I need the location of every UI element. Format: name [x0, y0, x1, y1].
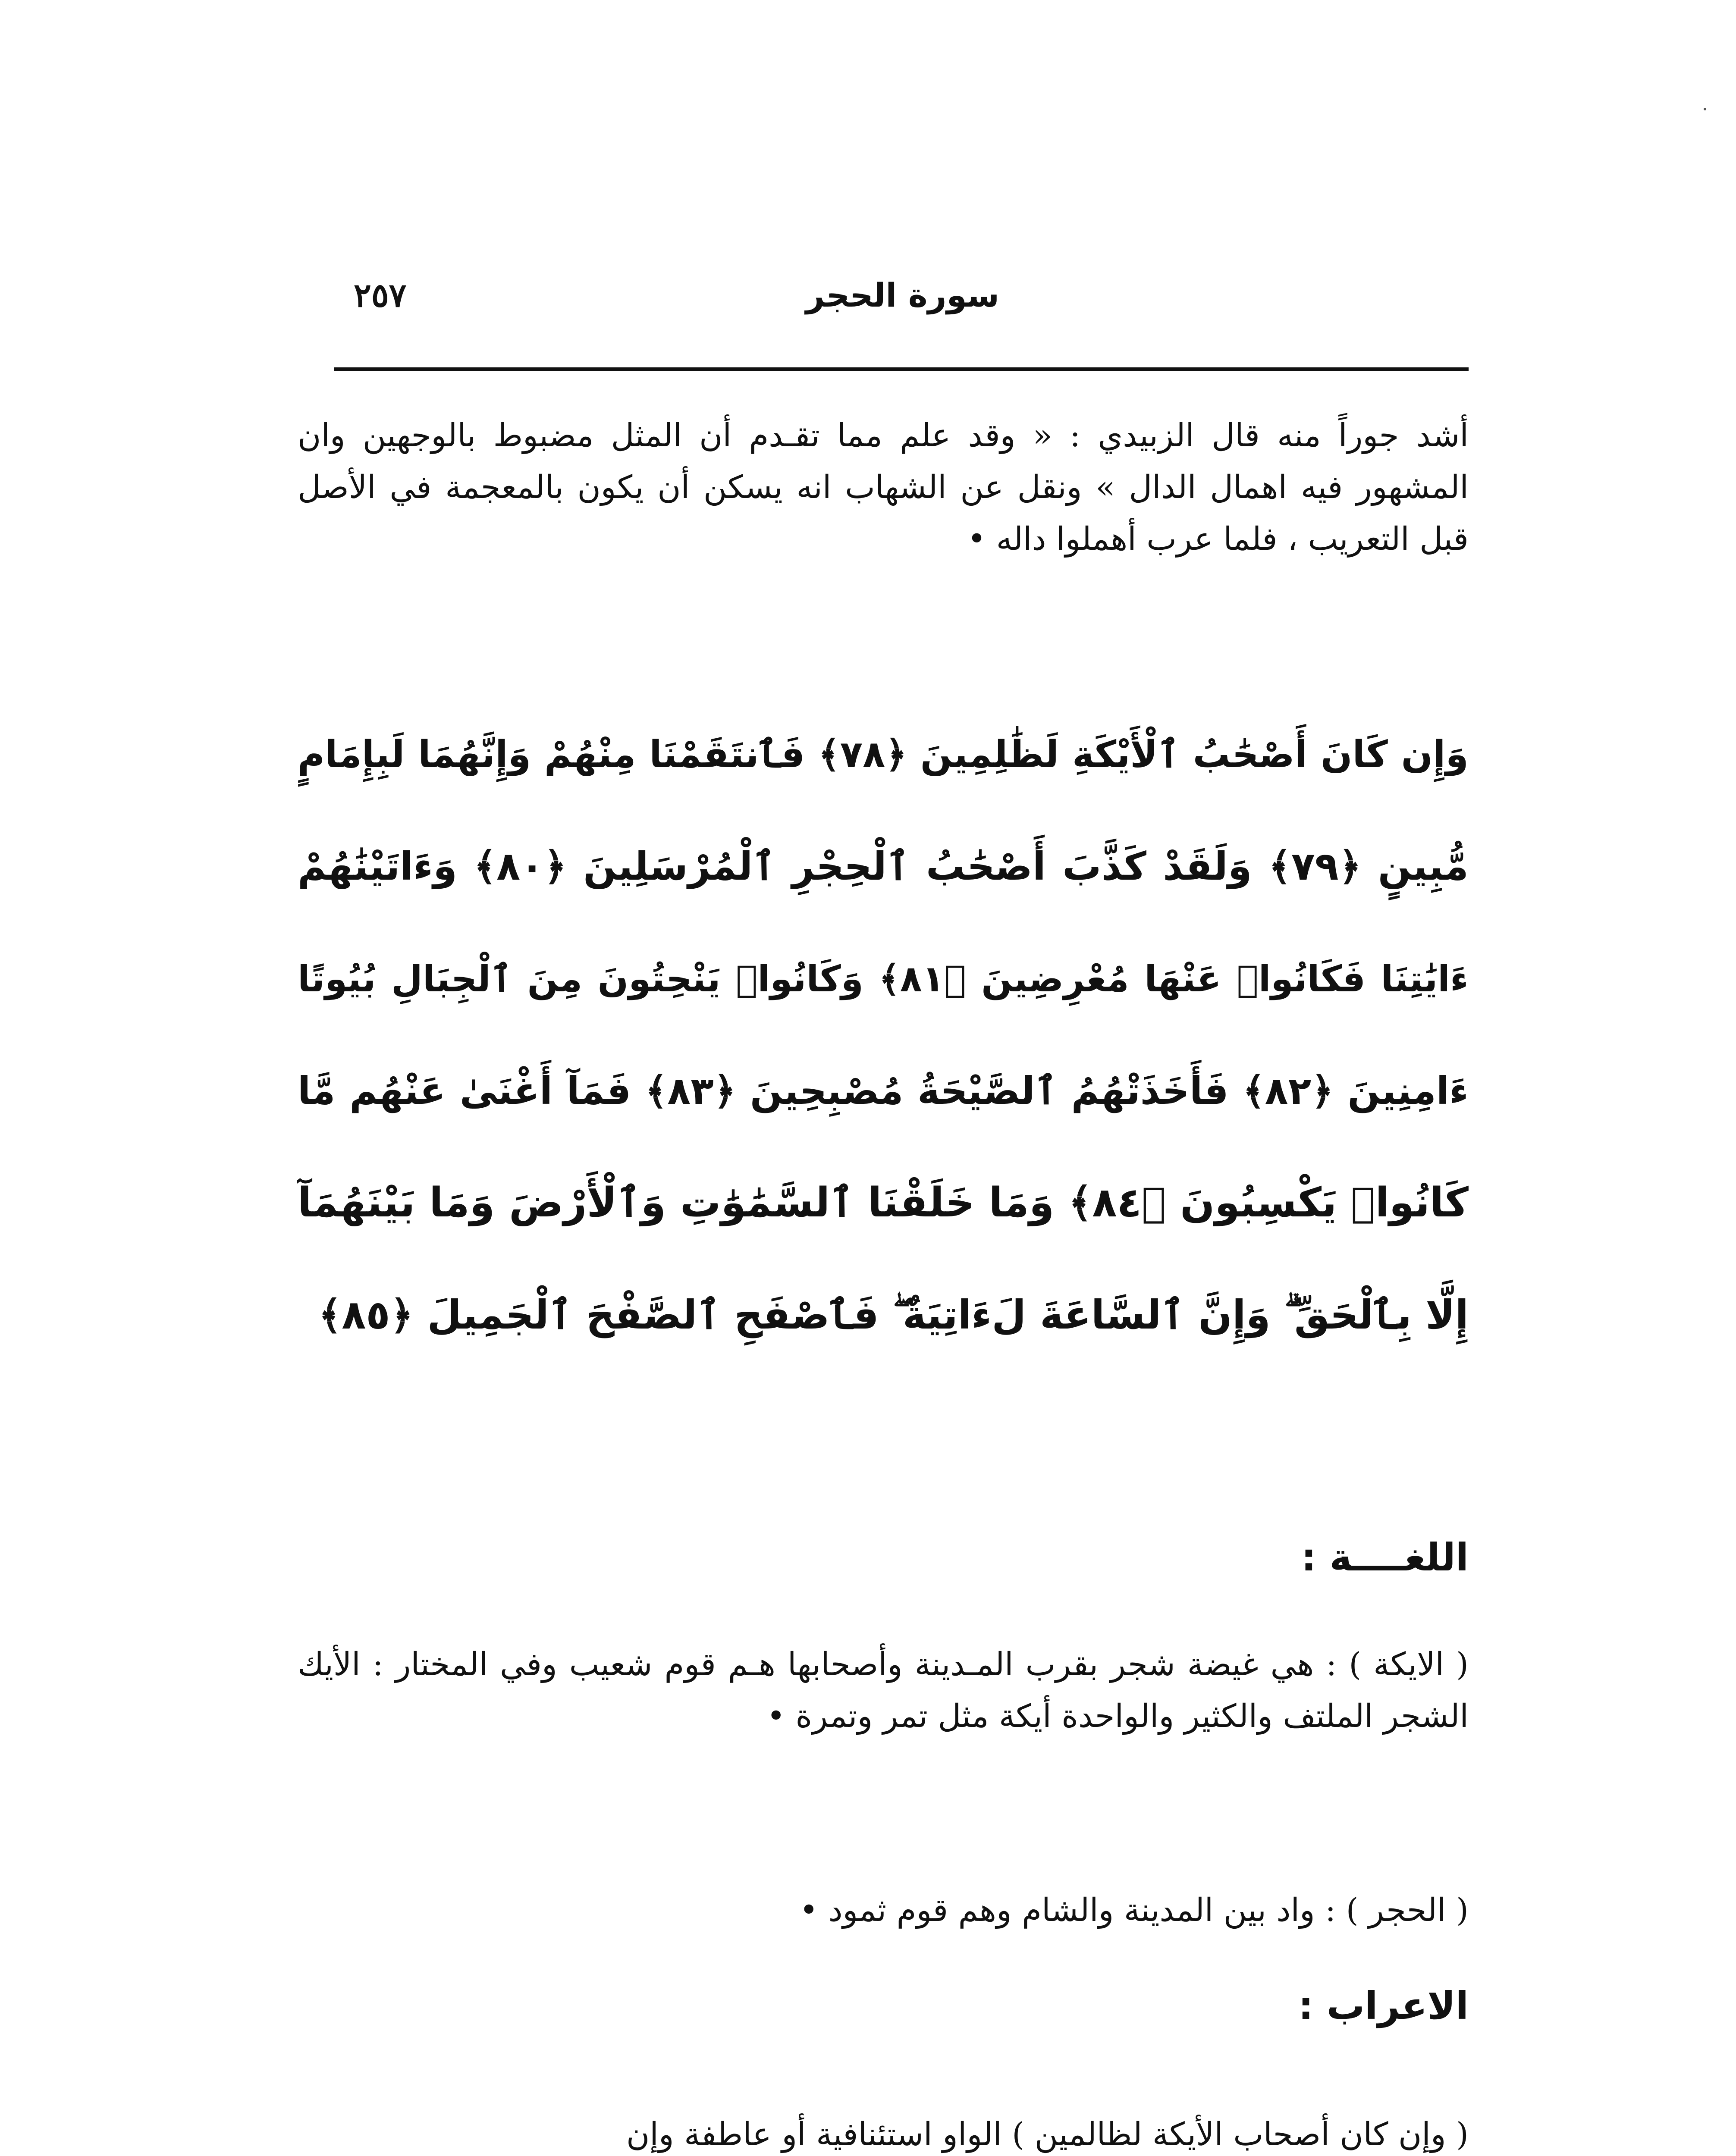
irab-heading: الاعراب :	[1298, 1984, 1469, 2028]
surah-title: سورة الحجر	[806, 276, 999, 314]
lugha-heading: اللغــــة :	[1301, 1535, 1469, 1579]
irab-paragraph: ( وإن كان أصحاب الأيكة لظالمين ) الواو استئنافية أو عاطفة وإن	[626, 2116, 1469, 2153]
verse-line: إِلَّا بِٱلْحَقِّ ۗ وَإِنَّ ٱلسَّاعَةَ لَءَاتِيَةٌ ۖ فَٱصْفَحِ ٱلصَّفْحَ ٱلْجَمِيلَ ﴿٨٥﴾	[318, 1292, 1469, 1338]
verse-line: ءَامِنِينَ ﴿٨٢﴾ فَأَخَذَتْهُمُ ٱلصَّيْحَةُ مُصْبِحِينَ ﴿٨٣﴾ فَمَآ أَغْنَىٰ عَنْهُم مَّا	[298, 1069, 1469, 1113]
header-rule	[334, 367, 1469, 371]
verse-line: كَانُوا۟ يَكْسِبُونَ ﴿٨٤﴾ وَمَا خَلَقْنَا ٱلسَّمَٰوَٰتِ وَٱلْأَرْضَ وَمَا بَيْنَهُمَآ	[298, 1179, 1469, 1226]
verse-line: وَإِن كَانَ أَصْحَٰبُ ٱلْأَيْكَةِ لَظَٰلِمِينَ ﴿٧٨﴾ فَٱنتَقَمْنَا مِنْهُمْ وَإِنَّهُمَا لَبِإِمَامٍ	[298, 733, 1469, 776]
verse-line: مُّبِينٍ ﴿٧٩﴾ وَلَقَدْ كَذَّبَ أَصْحَٰبُ ٱلْحِجْرِ ٱلْمُرْسَلِينَ ﴿٨٠﴾ وَءَاتَيْنَٰهُمْ	[298, 844, 1469, 889]
page-header	[336, 276, 1469, 336]
intro-paragraph: أشد جوراً منه قال الزبيدي : « وقد علم مما تقـدم أن المثل مضبوط بالوجهين وان المشهور فيه اهمال الدال » ونقل عن الشهاب انه يسكن أن يكون بالمعجمة في الأصل قبل التعريب ، فلما عرب أهملوا داله •	[298, 417, 1469, 558]
page-number: ٢٥٧	[354, 276, 407, 314]
lugha-aykah-paragraph: ( الايكة ) : هي غيضة شجر بقرب المـدينة وأصحابها هـم قوم شعيب وفي المختار : الأيك الشجر الملتف والكثير والواحدة أيكة مثل تمر وتمرة •	[298, 1646, 1469, 1735]
verse-line: ءَايَٰتِنَا فَكَانُوا۟ عَنْهَا مُعْرِضِينَ ﴿٨١﴾ وَكَانُوا۟ يَنْحِتُونَ مِنَ ٱلْجِبَالِ بُيُوتًا	[298, 958, 1469, 1000]
scan-speck	[1704, 108, 1706, 110]
quran-verses	[298, 699, 1469, 1371]
lugha-hijr-paragraph: ( الحجر ) : واد بين المدينة والشام وهم قوم ثمود •	[799, 1892, 1469, 1929]
